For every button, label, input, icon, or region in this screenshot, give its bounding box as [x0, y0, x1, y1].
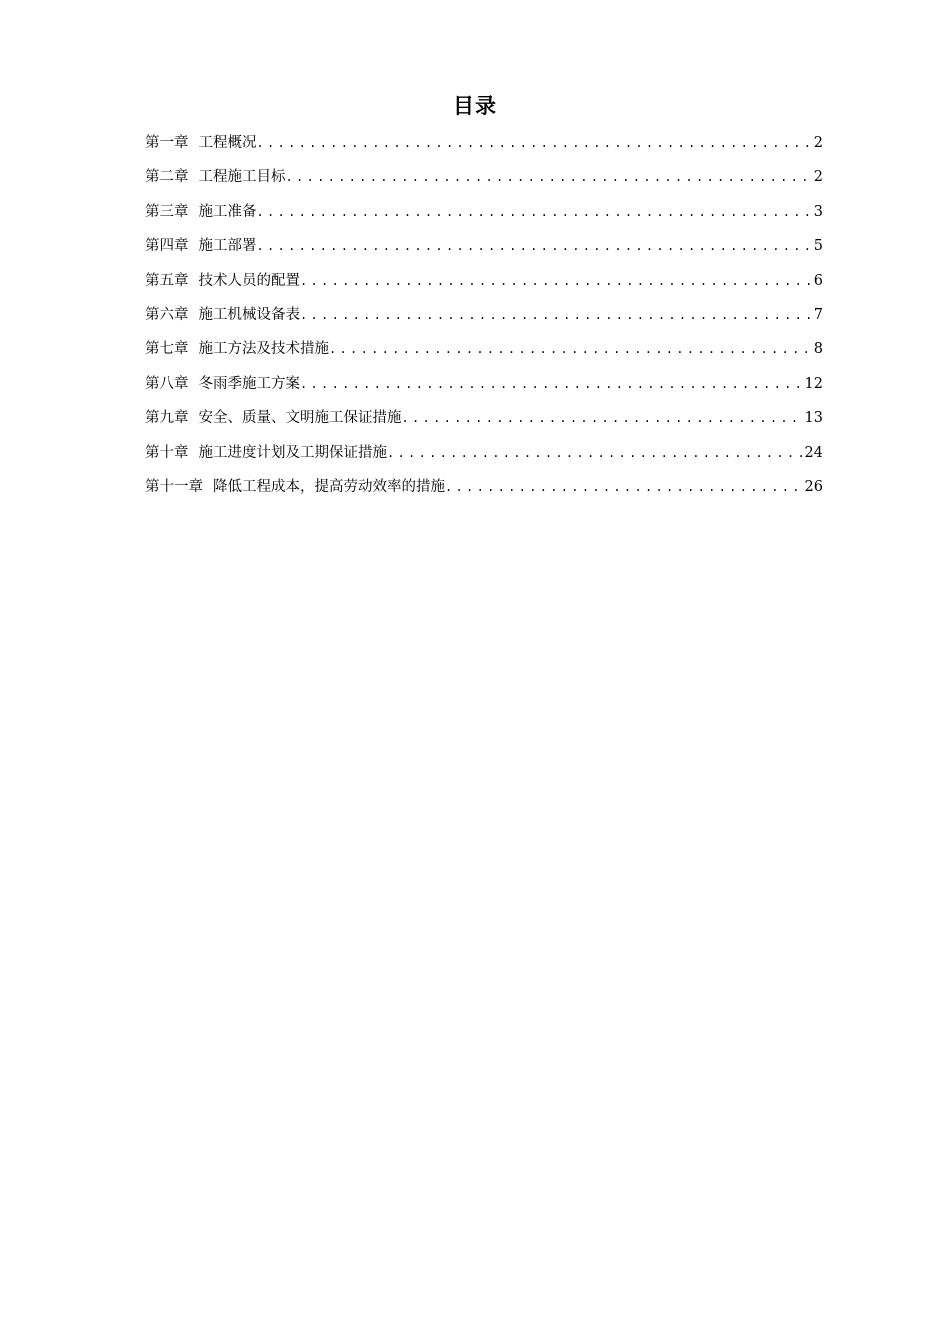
toc-entry-page: 13	[804, 410, 823, 427]
toc-entry-chapter: 第七章	[145, 341, 189, 358]
toc-entry-title: 施工进度计划及工期保证措施	[198, 444, 387, 461]
dot-leader	[286, 164, 813, 190]
toc-entry-title: 技术人员的配置	[198, 272, 300, 289]
toc-entry-title: 安全、质量、文明施工保证措施	[198, 410, 402, 427]
toc-entry-chapter: 第五章	[145, 272, 189, 289]
toc-entry-chapter: 第三章	[145, 203, 189, 220]
toc-entry-2[interactable]	[145, 164, 823, 198]
toc-entry-chapter: 第十章	[145, 444, 189, 461]
dot-leader	[329, 336, 813, 362]
toc-entry-page: 2	[813, 135, 823, 151]
toc-entry-title: 工程施工目标	[198, 169, 286, 186]
dot-leader	[300, 371, 804, 397]
toc-entry-page: 3	[813, 203, 823, 220]
toc-entry-9[interactable]	[145, 405, 823, 439]
toc-entry-title: 施工准备	[198, 203, 257, 220]
toc-entry-title: 降低工程成本，提高劳动效率的措施	[213, 478, 445, 495]
toc-entry-chapter: 第一章	[145, 135, 189, 151]
toc-entry-chapter: 第八章	[145, 375, 189, 392]
dot-leader	[257, 233, 813, 259]
toc-entry-chapter: 第九章	[145, 410, 189, 427]
dot-leader	[257, 130, 813, 156]
toc-entry-6[interactable]	[145, 302, 823, 336]
dot-leader	[300, 268, 813, 294]
toc-entry-chapter: 第二章	[145, 169, 189, 186]
dot-leader	[387, 440, 804, 466]
dot-leader	[257, 199, 813, 225]
toc-entry-7[interactable]	[145, 336, 823, 370]
dot-leader	[445, 474, 804, 500]
toc-entry-title: 施工部署	[198, 238, 257, 255]
toc-entry-title: 工程概况	[198, 135, 257, 151]
toc-entry-page: 8	[813, 341, 823, 358]
toc-entry-title: 施工机械设备表	[198, 306, 300, 323]
toc-entry-4[interactable]	[145, 233, 823, 267]
toc-entry-title: 冬雨季施工方案	[198, 375, 300, 392]
toc-entry-page: 5	[813, 238, 823, 255]
toc-title: 目录	[453, 94, 497, 118]
toc-entry-page: 12	[804, 375, 823, 392]
toc-entry-title: 施工方法及技术措施	[198, 341, 329, 358]
toc-entry-3[interactable]	[145, 199, 823, 233]
toc-list	[145, 130, 823, 508]
dot-leader	[402, 405, 804, 431]
toc-entry-chapter: 第四章	[145, 238, 189, 255]
toc-entry-5[interactable]	[145, 268, 823, 302]
toc-entry-page: 7	[813, 306, 823, 323]
toc-entry-page: 24	[804, 444, 823, 461]
toc-entry-10[interactable]	[145, 440, 823, 474]
toc-entry-page: 2	[813, 169, 823, 186]
toc-entry-8[interactable]	[145, 371, 823, 405]
toc-entry-11[interactable]	[145, 474, 823, 508]
toc-entry-1[interactable]	[145, 130, 823, 164]
dot-leader	[300, 302, 813, 328]
toc-entry-page: 6	[813, 272, 823, 289]
toc-entry-chapter: 第十一章	[145, 478, 203, 495]
toc-entry-page: 26	[804, 478, 823, 495]
toc-entry-chapter: 第六章	[145, 306, 189, 323]
